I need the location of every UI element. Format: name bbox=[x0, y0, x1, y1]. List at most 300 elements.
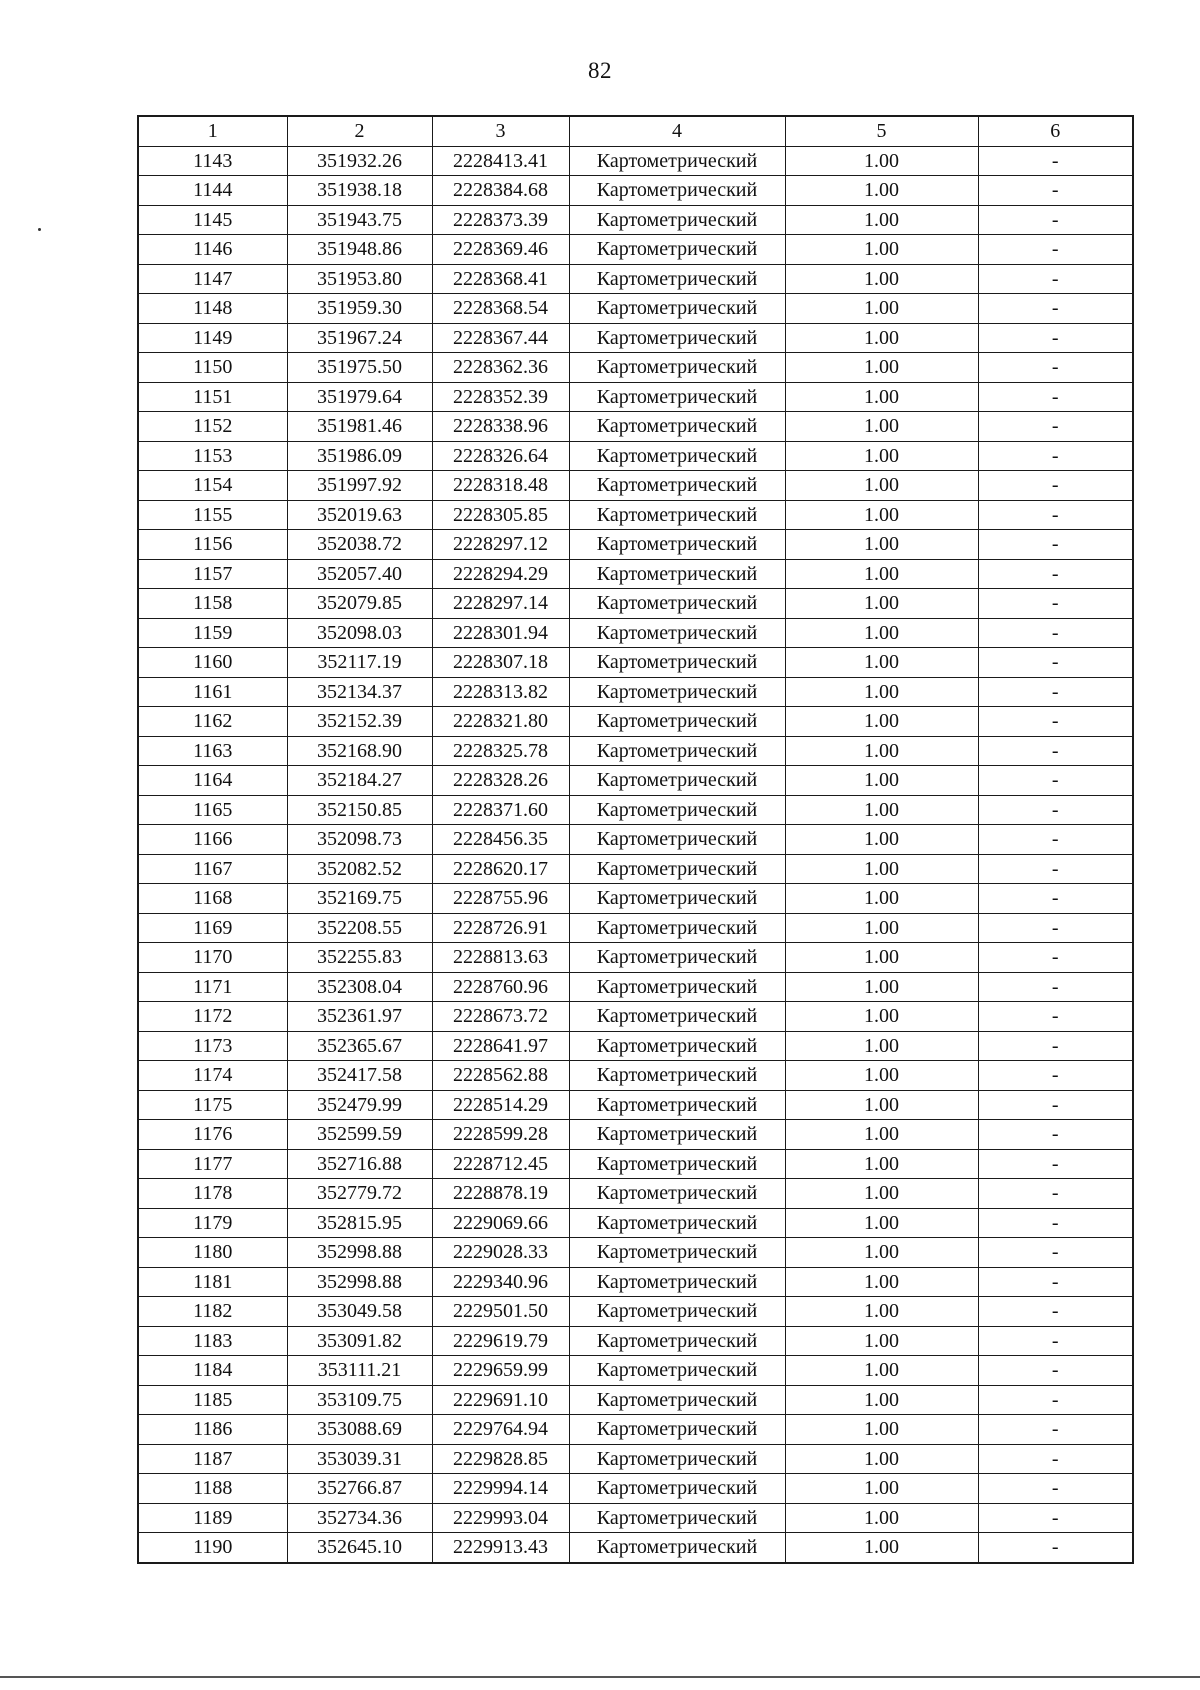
y-coordinate-cell: 2228338.96 bbox=[432, 412, 569, 442]
point-number-cell: 1144 bbox=[138, 176, 287, 206]
table-row bbox=[138, 854, 1133, 884]
point-number-cell: 1185 bbox=[138, 1385, 287, 1415]
y-coordinate-cell: 2228813.63 bbox=[432, 943, 569, 973]
table-body bbox=[138, 146, 1133, 1563]
method-cell: Картометрический bbox=[569, 1503, 785, 1533]
accuracy-cell: 1.00 bbox=[785, 500, 978, 530]
y-coordinate-cell: 2228294.29 bbox=[432, 559, 569, 589]
point-number-cell: 1163 bbox=[138, 736, 287, 766]
y-coordinate-cell: 2229069.66 bbox=[432, 1208, 569, 1238]
point-number-cell: 1172 bbox=[138, 1002, 287, 1032]
accuracy-cell: 1.00 bbox=[785, 618, 978, 648]
y-coordinate-cell: 2228307.18 bbox=[432, 648, 569, 678]
table-row bbox=[138, 766, 1133, 796]
point-number-cell: 1149 bbox=[138, 323, 287, 353]
x-coordinate-cell: 353049.58 bbox=[287, 1297, 432, 1327]
note-cell: - bbox=[978, 500, 1133, 530]
point-number-cell: 1161 bbox=[138, 677, 287, 707]
accuracy-cell: 1.00 bbox=[785, 1356, 978, 1386]
accuracy-cell: 1.00 bbox=[785, 264, 978, 294]
note-cell: - bbox=[978, 825, 1133, 855]
y-coordinate-cell: 2229619.79 bbox=[432, 1326, 569, 1356]
note-cell: - bbox=[978, 648, 1133, 678]
table-row bbox=[138, 736, 1133, 766]
point-number-cell: 1157 bbox=[138, 559, 287, 589]
accuracy-cell: 1.00 bbox=[785, 648, 978, 678]
note-cell: - bbox=[978, 1090, 1133, 1120]
x-coordinate-cell: 351981.46 bbox=[287, 412, 432, 442]
y-coordinate-cell: 2228726.91 bbox=[432, 913, 569, 943]
note-cell: - bbox=[978, 1533, 1133, 1563]
accuracy-cell: 1.00 bbox=[785, 294, 978, 324]
accuracy-cell: 1.00 bbox=[785, 825, 978, 855]
method-cell: Картометрический bbox=[569, 1533, 785, 1563]
accuracy-cell: 1.00 bbox=[785, 146, 978, 176]
accuracy-cell: 1.00 bbox=[785, 382, 978, 412]
note-cell: - bbox=[978, 294, 1133, 324]
x-coordinate-cell: 351953.80 bbox=[287, 264, 432, 294]
accuracy-cell: 1.00 bbox=[785, 677, 978, 707]
note-cell: - bbox=[978, 1474, 1133, 1504]
note-cell: - bbox=[978, 1061, 1133, 1091]
method-cell: Картометрический bbox=[569, 854, 785, 884]
point-number-cell: 1178 bbox=[138, 1179, 287, 1209]
table-row bbox=[138, 382, 1133, 412]
y-coordinate-cell: 2228371.60 bbox=[432, 795, 569, 825]
y-coordinate-cell: 2228760.96 bbox=[432, 972, 569, 1002]
x-coordinate-cell: 352098.73 bbox=[287, 825, 432, 855]
x-coordinate-cell: 352057.40 bbox=[287, 559, 432, 589]
point-number-cell: 1169 bbox=[138, 913, 287, 943]
note-cell: - bbox=[978, 146, 1133, 176]
method-cell: Картометрический bbox=[569, 1090, 785, 1120]
x-coordinate-cell: 351975.50 bbox=[287, 353, 432, 383]
x-coordinate-cell: 353088.69 bbox=[287, 1415, 432, 1445]
method-cell: Картометрический bbox=[569, 530, 785, 560]
x-coordinate-cell: 352766.87 bbox=[287, 1474, 432, 1504]
accuracy-cell: 1.00 bbox=[785, 176, 978, 206]
y-coordinate-cell: 2228325.78 bbox=[432, 736, 569, 766]
note-cell: - bbox=[978, 1503, 1133, 1533]
note-cell: - bbox=[978, 1238, 1133, 1268]
page-number: 82 bbox=[588, 58, 612, 83]
header-cell-4: 4 bbox=[569, 116, 785, 146]
accuracy-cell: 1.00 bbox=[785, 1474, 978, 1504]
accuracy-cell: 1.00 bbox=[785, 1297, 978, 1327]
method-cell: Картометрический bbox=[569, 1385, 785, 1415]
header-cell-5: 5 bbox=[785, 116, 978, 146]
note-cell: - bbox=[978, 412, 1133, 442]
table-row bbox=[138, 146, 1133, 176]
point-number-cell: 1175 bbox=[138, 1090, 287, 1120]
x-coordinate-cell: 352169.75 bbox=[287, 884, 432, 914]
method-cell: Картометрический bbox=[569, 323, 785, 353]
table-row bbox=[138, 500, 1133, 530]
note-cell: - bbox=[978, 1385, 1133, 1415]
note-cell: - bbox=[978, 1002, 1133, 1032]
accuracy-cell: 1.00 bbox=[785, 943, 978, 973]
point-number-cell: 1160 bbox=[138, 648, 287, 678]
y-coordinate-cell: 2228328.26 bbox=[432, 766, 569, 796]
accuracy-cell: 1.00 bbox=[785, 559, 978, 589]
note-cell: - bbox=[978, 1356, 1133, 1386]
table-row bbox=[138, 235, 1133, 265]
point-number-cell: 1173 bbox=[138, 1031, 287, 1061]
note-cell: - bbox=[978, 1444, 1133, 1474]
method-cell: Картометрический bbox=[569, 1002, 785, 1032]
table-row bbox=[138, 795, 1133, 825]
x-coordinate-cell: 352152.39 bbox=[287, 707, 432, 737]
y-coordinate-cell: 2228641.97 bbox=[432, 1031, 569, 1061]
method-cell: Картометрический bbox=[569, 1149, 785, 1179]
accuracy-cell: 1.00 bbox=[785, 1120, 978, 1150]
x-coordinate-cell: 351979.64 bbox=[287, 382, 432, 412]
coordinates-table bbox=[137, 115, 1134, 1564]
table-row bbox=[138, 1120, 1133, 1150]
point-number-cell: 1189 bbox=[138, 1503, 287, 1533]
accuracy-cell: 1.00 bbox=[785, 1208, 978, 1238]
y-coordinate-cell: 2228514.29 bbox=[432, 1090, 569, 1120]
x-coordinate-cell: 352716.88 bbox=[287, 1149, 432, 1179]
table-row bbox=[138, 648, 1133, 678]
x-coordinate-cell: 351943.75 bbox=[287, 205, 432, 235]
point-number-cell: 1165 bbox=[138, 795, 287, 825]
method-cell: Картометрический bbox=[569, 913, 785, 943]
method-cell: Картометрический bbox=[569, 1444, 785, 1474]
point-number-cell: 1151 bbox=[138, 382, 287, 412]
table-row bbox=[138, 1415, 1133, 1445]
table-row bbox=[138, 353, 1133, 383]
x-coordinate-cell: 352255.83 bbox=[287, 943, 432, 973]
scan-speck bbox=[38, 228, 41, 231]
accuracy-cell: 1.00 bbox=[785, 1149, 978, 1179]
table-row bbox=[138, 1031, 1133, 1061]
y-coordinate-cell: 2229691.10 bbox=[432, 1385, 569, 1415]
accuracy-cell: 1.00 bbox=[785, 1002, 978, 1032]
point-number-cell: 1171 bbox=[138, 972, 287, 1002]
point-number-cell: 1168 bbox=[138, 884, 287, 914]
y-coordinate-cell: 2228456.35 bbox=[432, 825, 569, 855]
y-coordinate-cell: 2228413.41 bbox=[432, 146, 569, 176]
y-coordinate-cell: 2228352.39 bbox=[432, 382, 569, 412]
y-coordinate-cell: 2228369.46 bbox=[432, 235, 569, 265]
note-cell: - bbox=[978, 943, 1133, 973]
accuracy-cell: 1.00 bbox=[785, 766, 978, 796]
note-cell: - bbox=[978, 1208, 1133, 1238]
method-cell: Картометрический bbox=[569, 382, 785, 412]
y-coordinate-cell: 2228599.28 bbox=[432, 1120, 569, 1150]
note-cell: - bbox=[978, 589, 1133, 619]
note-cell: - bbox=[978, 884, 1133, 914]
x-coordinate-cell: 351997.92 bbox=[287, 471, 432, 501]
x-coordinate-cell: 351932.26 bbox=[287, 146, 432, 176]
point-number-cell: 1159 bbox=[138, 618, 287, 648]
y-coordinate-cell: 2228373.39 bbox=[432, 205, 569, 235]
y-coordinate-cell: 2229764.94 bbox=[432, 1415, 569, 1445]
y-coordinate-cell: 2228301.94 bbox=[432, 618, 569, 648]
point-number-cell: 1179 bbox=[138, 1208, 287, 1238]
note-cell: - bbox=[978, 736, 1133, 766]
x-coordinate-cell: 352208.55 bbox=[287, 913, 432, 943]
method-cell: Картометрический bbox=[569, 294, 785, 324]
method-cell: Картометрический bbox=[569, 1297, 785, 1327]
note-cell: - bbox=[978, 205, 1133, 235]
point-number-cell: 1158 bbox=[138, 589, 287, 619]
point-number-cell: 1182 bbox=[138, 1297, 287, 1327]
x-coordinate-cell: 352479.99 bbox=[287, 1090, 432, 1120]
y-coordinate-cell: 2228384.68 bbox=[432, 176, 569, 206]
method-cell: Картометрический bbox=[569, 972, 785, 1002]
y-coordinate-cell: 2228318.48 bbox=[432, 471, 569, 501]
x-coordinate-cell: 352308.04 bbox=[287, 972, 432, 1002]
method-cell: Картометрический bbox=[569, 1179, 785, 1209]
note-cell: - bbox=[978, 471, 1133, 501]
table-row bbox=[138, 530, 1133, 560]
note-cell: - bbox=[978, 707, 1133, 737]
y-coordinate-cell: 2228321.80 bbox=[432, 707, 569, 737]
table-row bbox=[138, 471, 1133, 501]
table-row bbox=[138, 1444, 1133, 1474]
note-cell: - bbox=[978, 1326, 1133, 1356]
x-coordinate-cell: 352117.19 bbox=[287, 648, 432, 678]
table-row bbox=[138, 618, 1133, 648]
table-row bbox=[138, 943, 1133, 973]
x-coordinate-cell: 352168.90 bbox=[287, 736, 432, 766]
method-cell: Картометрический bbox=[569, 471, 785, 501]
note-cell: - bbox=[978, 913, 1133, 943]
note-cell: - bbox=[978, 766, 1133, 796]
table-row bbox=[138, 441, 1133, 471]
table-row bbox=[138, 825, 1133, 855]
table-row bbox=[138, 707, 1133, 737]
x-coordinate-cell: 352365.67 bbox=[287, 1031, 432, 1061]
x-coordinate-cell: 352779.72 bbox=[287, 1179, 432, 1209]
y-coordinate-cell: 2228313.82 bbox=[432, 677, 569, 707]
point-number-cell: 1150 bbox=[138, 353, 287, 383]
point-number-cell: 1153 bbox=[138, 441, 287, 471]
table-row bbox=[138, 1533, 1133, 1563]
table-row bbox=[138, 1149, 1133, 1179]
x-coordinate-cell: 351948.86 bbox=[287, 235, 432, 265]
x-coordinate-cell: 352361.97 bbox=[287, 1002, 432, 1032]
y-coordinate-cell: 2228305.85 bbox=[432, 500, 569, 530]
point-number-cell: 1174 bbox=[138, 1061, 287, 1091]
y-coordinate-cell: 2229913.43 bbox=[432, 1533, 569, 1563]
y-coordinate-cell: 2228673.72 bbox=[432, 1002, 569, 1032]
note-cell: - bbox=[978, 1415, 1133, 1445]
method-cell: Картометрический bbox=[569, 176, 785, 206]
x-coordinate-cell: 352184.27 bbox=[287, 766, 432, 796]
point-number-cell: 1145 bbox=[138, 205, 287, 235]
accuracy-cell: 1.00 bbox=[785, 471, 978, 501]
accuracy-cell: 1.00 bbox=[785, 1415, 978, 1445]
y-coordinate-cell: 2228755.96 bbox=[432, 884, 569, 914]
method-cell: Картометрический bbox=[569, 1208, 785, 1238]
note-cell: - bbox=[978, 1179, 1133, 1209]
header-cell-6: 6 bbox=[978, 116, 1133, 146]
point-number-cell: 1147 bbox=[138, 264, 287, 294]
table-row bbox=[138, 589, 1133, 619]
y-coordinate-cell: 2228368.54 bbox=[432, 294, 569, 324]
table-row bbox=[138, 1090, 1133, 1120]
method-cell: Картометрический bbox=[569, 884, 785, 914]
y-coordinate-cell: 2229993.04 bbox=[432, 1503, 569, 1533]
note-cell: - bbox=[978, 618, 1133, 648]
table-row bbox=[138, 1385, 1133, 1415]
table-row bbox=[138, 323, 1133, 353]
table-row bbox=[138, 264, 1133, 294]
x-coordinate-cell: 353039.31 bbox=[287, 1444, 432, 1474]
table-row bbox=[138, 884, 1133, 914]
x-coordinate-cell: 352734.36 bbox=[287, 1503, 432, 1533]
x-coordinate-cell: 352098.03 bbox=[287, 618, 432, 648]
method-cell: Картометрический bbox=[569, 648, 785, 678]
method-cell: Картометрический bbox=[569, 264, 785, 294]
y-coordinate-cell: 2228297.14 bbox=[432, 589, 569, 619]
y-coordinate-cell: 2228878.19 bbox=[432, 1179, 569, 1209]
accuracy-cell: 1.00 bbox=[785, 1061, 978, 1091]
x-coordinate-cell: 351959.30 bbox=[287, 294, 432, 324]
table-row bbox=[138, 205, 1133, 235]
table-row bbox=[138, 1061, 1133, 1091]
method-cell: Картометрический bbox=[569, 589, 785, 619]
x-coordinate-cell: 353109.75 bbox=[287, 1385, 432, 1415]
header-cell-3: 3 bbox=[432, 116, 569, 146]
point-number-cell: 1188 bbox=[138, 1474, 287, 1504]
accuracy-cell: 1.00 bbox=[785, 707, 978, 737]
note-cell: - bbox=[978, 176, 1133, 206]
accuracy-cell: 1.00 bbox=[785, 530, 978, 560]
point-number-cell: 1148 bbox=[138, 294, 287, 324]
note-cell: - bbox=[978, 1297, 1133, 1327]
y-coordinate-cell: 2229028.33 bbox=[432, 1238, 569, 1268]
x-coordinate-cell: 352998.88 bbox=[287, 1267, 432, 1297]
method-cell: Картометрический bbox=[569, 412, 785, 442]
point-number-cell: 1176 bbox=[138, 1120, 287, 1150]
accuracy-cell: 1.00 bbox=[785, 1533, 978, 1563]
accuracy-cell: 1.00 bbox=[785, 412, 978, 442]
y-coordinate-cell: 2229828.85 bbox=[432, 1444, 569, 1474]
table-row bbox=[138, 1474, 1133, 1504]
note-cell: - bbox=[978, 677, 1133, 707]
point-number-cell: 1162 bbox=[138, 707, 287, 737]
method-cell: Картометрический bbox=[569, 795, 785, 825]
accuracy-cell: 1.00 bbox=[785, 441, 978, 471]
note-cell: - bbox=[978, 1149, 1133, 1179]
y-coordinate-cell: 2228620.17 bbox=[432, 854, 569, 884]
accuracy-cell: 1.00 bbox=[785, 589, 978, 619]
point-number-cell: 1183 bbox=[138, 1326, 287, 1356]
accuracy-cell: 1.00 bbox=[785, 1444, 978, 1474]
table-row bbox=[138, 1356, 1133, 1386]
method-cell: Картометрический bbox=[569, 1031, 785, 1061]
x-coordinate-cell: 352815.95 bbox=[287, 1208, 432, 1238]
point-number-cell: 1154 bbox=[138, 471, 287, 501]
x-coordinate-cell: 352079.85 bbox=[287, 589, 432, 619]
note-cell: - bbox=[978, 264, 1133, 294]
point-number-cell: 1143 bbox=[138, 146, 287, 176]
note-cell: - bbox=[978, 382, 1133, 412]
y-coordinate-cell: 2228297.12 bbox=[432, 530, 569, 560]
point-number-cell: 1184 bbox=[138, 1356, 287, 1386]
x-coordinate-cell: 352417.58 bbox=[287, 1061, 432, 1091]
method-cell: Картометрический bbox=[569, 1474, 785, 1504]
accuracy-cell: 1.00 bbox=[785, 1326, 978, 1356]
accuracy-cell: 1.00 bbox=[785, 884, 978, 914]
note-cell: - bbox=[978, 1120, 1133, 1150]
y-coordinate-cell: 2229994.14 bbox=[432, 1474, 569, 1504]
x-coordinate-cell: 352038.72 bbox=[287, 530, 432, 560]
accuracy-cell: 1.00 bbox=[785, 1238, 978, 1268]
method-cell: Картометрический bbox=[569, 825, 785, 855]
method-cell: Картометрический bbox=[569, 1267, 785, 1297]
method-cell: Картометрический bbox=[569, 618, 785, 648]
note-cell: - bbox=[978, 441, 1133, 471]
point-number-cell: 1180 bbox=[138, 1238, 287, 1268]
accuracy-cell: 1.00 bbox=[785, 1385, 978, 1415]
point-number-cell: 1167 bbox=[138, 854, 287, 884]
table-header bbox=[138, 116, 1133, 146]
method-cell: Картометрический bbox=[569, 500, 785, 530]
point-number-cell: 1164 bbox=[138, 766, 287, 796]
method-cell: Картометрический bbox=[569, 353, 785, 383]
method-cell: Картометрический bbox=[569, 146, 785, 176]
table-row bbox=[138, 1179, 1133, 1209]
point-number-cell: 1177 bbox=[138, 1149, 287, 1179]
table-row bbox=[138, 412, 1133, 442]
y-coordinate-cell: 2228562.88 bbox=[432, 1061, 569, 1091]
accuracy-cell: 1.00 bbox=[785, 854, 978, 884]
table-row bbox=[138, 1297, 1133, 1327]
accuracy-cell: 1.00 bbox=[785, 795, 978, 825]
note-cell: - bbox=[978, 854, 1133, 884]
table-row bbox=[138, 1503, 1133, 1533]
y-coordinate-cell: 2229659.99 bbox=[432, 1356, 569, 1386]
point-number-cell: 1187 bbox=[138, 1444, 287, 1474]
accuracy-cell: 1.00 bbox=[785, 323, 978, 353]
point-number-cell: 1181 bbox=[138, 1267, 287, 1297]
note-cell: - bbox=[978, 1267, 1133, 1297]
x-coordinate-cell: 352019.63 bbox=[287, 500, 432, 530]
x-coordinate-cell: 352998.88 bbox=[287, 1238, 432, 1268]
accuracy-cell: 1.00 bbox=[785, 353, 978, 383]
method-cell: Картометрический bbox=[569, 1356, 785, 1386]
header-row bbox=[138, 116, 1133, 146]
x-coordinate-cell: 352645.10 bbox=[287, 1533, 432, 1563]
method-cell: Картометрический bbox=[569, 707, 785, 737]
note-cell: - bbox=[978, 559, 1133, 589]
note-cell: - bbox=[978, 972, 1133, 1002]
method-cell: Картометрический bbox=[569, 205, 785, 235]
accuracy-cell: 1.00 bbox=[785, 736, 978, 766]
accuracy-cell: 1.00 bbox=[785, 913, 978, 943]
method-cell: Картометрический bbox=[569, 766, 785, 796]
point-number-cell: 1155 bbox=[138, 500, 287, 530]
accuracy-cell: 1.00 bbox=[785, 1267, 978, 1297]
table-row bbox=[138, 1326, 1133, 1356]
table-row bbox=[138, 677, 1133, 707]
point-number-cell: 1156 bbox=[138, 530, 287, 560]
table-row bbox=[138, 913, 1133, 943]
point-number-cell: 1170 bbox=[138, 943, 287, 973]
table-row bbox=[138, 1002, 1133, 1032]
x-coordinate-cell: 352599.59 bbox=[287, 1120, 432, 1150]
method-cell: Картометрический bbox=[569, 1120, 785, 1150]
accuracy-cell: 1.00 bbox=[785, 205, 978, 235]
point-number-cell: 1190 bbox=[138, 1533, 287, 1563]
table-row bbox=[138, 1238, 1133, 1268]
x-coordinate-cell: 353111.21 bbox=[287, 1356, 432, 1386]
